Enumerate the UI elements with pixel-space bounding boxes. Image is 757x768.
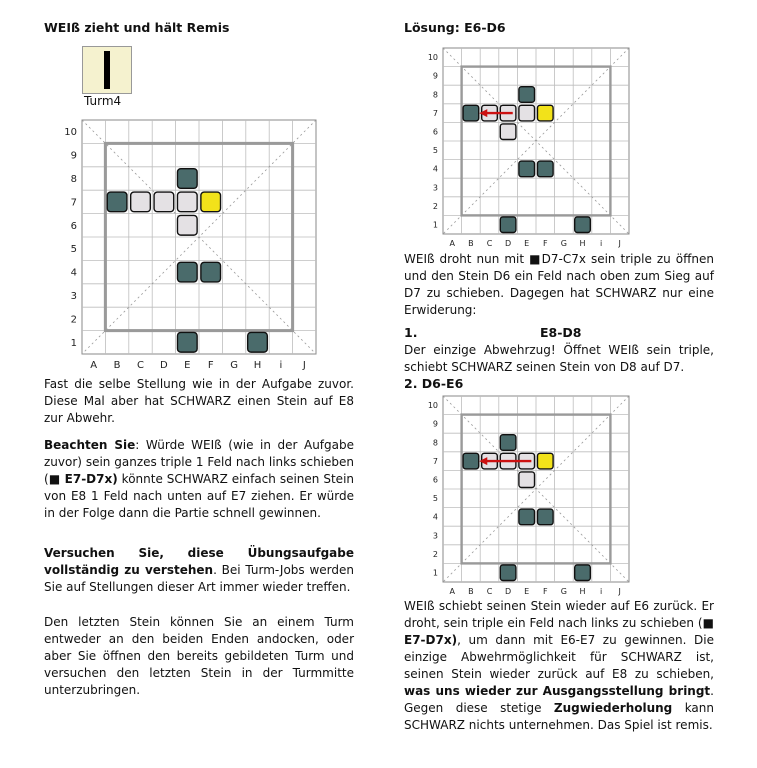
column-label: G [230, 360, 238, 370]
stone-dark-H1 [575, 217, 591, 233]
row-label: 1 [432, 220, 438, 230]
stone-dark-E4 [519, 161, 535, 177]
stone-dark-B7 [463, 105, 479, 121]
board-start [60, 118, 322, 370]
column-label: i [279, 360, 283, 370]
piece-caption: Turm4 [84, 94, 122, 108]
column-label: i [599, 587, 603, 596]
board-loesung [421, 46, 633, 250]
column-label: A [90, 360, 98, 370]
column-label: D [505, 587, 512, 596]
row-label: 1 [70, 337, 77, 349]
column-label: J [302, 360, 306, 370]
row-label: 9 [70, 150, 77, 162]
column-label: D [505, 239, 512, 248]
left-para3-bold: Versuchen Sie, diese Übungsaufgabe vollständig zu verstehen [44, 546, 354, 577]
right-para3-text3: . Gegen diese stetige [404, 684, 714, 715]
stone-yellow-F7 [537, 105, 553, 121]
stone-light-E6 [519, 472, 535, 488]
row-label: 2 [70, 314, 77, 326]
column-label: i [599, 239, 603, 248]
move2: 2. D6-E6 [404, 376, 464, 391]
stone-dark-F4 [537, 161, 553, 177]
row-label: 9 [432, 71, 438, 81]
stone-dark-H1 [248, 332, 268, 352]
row-label: 8 [432, 90, 438, 100]
stone-light-E6 [177, 215, 197, 235]
right-para1: WEIß droht nun mit ■D7-C7x sein triple zu öffnen und den Stein D6 ein Feld nach oben zum Sieg auf D7 zu schieben. Dagegen hat SCHWARZ nur eine Erwiderung: [404, 252, 714, 317]
stone-dark-E8 [519, 87, 535, 103]
column-label: C [137, 360, 144, 370]
move1-number: 1. [404, 325, 418, 340]
stone-light-C7 [131, 192, 151, 212]
column-label: C [486, 239, 493, 248]
row-label: 7 [432, 456, 438, 466]
row-label: 6 [432, 475, 438, 485]
left-para2-text: : Würde WEIß (wie in der Aufgabe zuvor) sein ganzes triple 1 Feld nach links schieben ( [44, 438, 354, 486]
tower-icon [104, 51, 110, 89]
row-label: 10 [427, 53, 438, 63]
stone-dark-D1 [500, 565, 516, 581]
right-para3-text2: , um dann mit E6-E7 zu gewinnen. Die einzige Abwehrmöglichkeit für SCHWARZ ist, seinen Stein wieder zurück auf E8 zu schieben, [404, 633, 714, 681]
column-label: D [160, 360, 168, 370]
column-label: H [579, 587, 586, 596]
left-para2-bold: Beachten Sie [44, 438, 136, 452]
stone-dark-D8 [500, 435, 516, 451]
left-para1: Fast die selbe Stellung wie in der Aufgabe zuvor. Diese Mal aber hat SCHWARZ einen Stein auf E8 zur Abwehr. [44, 377, 354, 425]
stone-dark-F4 [201, 262, 221, 282]
right-para3-text4: kann SCHWARZ nichts unternehmen. Das Spiel ist remis. [404, 701, 714, 732]
stone-dark-H1 [575, 565, 591, 581]
board-zug2 [421, 394, 633, 598]
column-label: A [449, 239, 456, 248]
left-para2-text2: könnte SCHWARZ einfach seinen Stein von E8 1 Feld nach unten auf E7 ziehen. Er würde in der Folge dann die Partie schnell gewinnen. [44, 472, 355, 520]
stone-light-D6 [500, 124, 516, 140]
row-label: 2 [432, 549, 438, 559]
row-label: 7 [432, 108, 438, 118]
column-label: C [486, 587, 493, 596]
left-title: WEIß zieht und hält Remis [44, 20, 230, 35]
row-label: 10 [427, 401, 438, 411]
stone-light-E7 [177, 192, 197, 212]
left-para3-text: . Bei Turm-Jobs werden Sie auf Stellungen dieser Art immer wieder treffen. [44, 563, 354, 594]
column-label: G [560, 239, 568, 248]
right-para3 [404, 598, 714, 734]
stone-light-D7 [154, 192, 174, 212]
stone-dark-E8 [177, 169, 197, 189]
column-label: F [207, 360, 214, 370]
row-label: 8 [432, 438, 438, 448]
column-label: B [468, 587, 474, 596]
column-label: H [579, 239, 586, 248]
move1: E8-D8 [540, 325, 582, 340]
row-label: 3 [432, 531, 438, 541]
column-label: F [542, 239, 548, 248]
stone-dark-E1 [177, 332, 197, 352]
column-label: E [524, 587, 530, 596]
stone-dark-E4 [177, 262, 197, 282]
column-label: G [560, 587, 568, 596]
row-label: 9 [432, 419, 438, 429]
stone-dark-B7 [107, 192, 127, 212]
left-para2 [44, 437, 354, 522]
row-label: 4 [70, 267, 77, 279]
row-label: 1 [432, 568, 438, 578]
stone-dark-D1 [500, 217, 516, 233]
row-label: 3 [432, 183, 438, 193]
column-label: H [253, 360, 262, 370]
left-para2-move: ■ E7-D7x) [48, 472, 118, 486]
stone-dark-E4 [519, 509, 535, 525]
column-label: J [618, 587, 621, 596]
row-label: 4 [432, 164, 438, 174]
row-label: 2 [432, 201, 438, 211]
stone-dark-B7 [463, 453, 479, 469]
column-label: J [618, 239, 621, 248]
row-label: 3 [70, 291, 77, 302]
tower-piece-image [82, 46, 132, 94]
right-para3-move: ■ E7-D7x) [404, 616, 714, 647]
column-label: A [449, 587, 456, 596]
right-para3-bold: was uns wieder zur Ausgangsstellung bringt [404, 684, 711, 698]
column-label: E [184, 360, 191, 370]
row-label: 8 [70, 174, 77, 185]
stone-yellow-F7 [537, 453, 553, 469]
row-label: 7 [70, 197, 77, 209]
column-label: E [524, 239, 530, 248]
row-label: 6 [432, 127, 438, 137]
right-para3-bold2: Zugwiederholung [553, 701, 673, 715]
row-label: 5 [432, 146, 438, 156]
row-label: 6 [70, 220, 77, 232]
stone-dark-F4 [537, 509, 553, 525]
left-para4: Den letzten Stein können Sie an einem Turm entweder an den beiden Enden andocken, oder aber Sie öffnen den bereits gebildeten Turm und versuchen den letzten Stein in der Turmmitte unterzubringen. [44, 615, 354, 697]
row-label: 5 [432, 494, 438, 504]
stone-yellow-F7 [201, 192, 221, 212]
stone-light-E7 [519, 105, 535, 121]
row-label: 4 [432, 512, 438, 522]
row-label: 10 [64, 127, 77, 139]
column-label: B [113, 360, 121, 370]
right-para2: Der einzige Abwehrzug! Öffnet WEIß sein triple, schiebt SCHWARZ seinen Stein von D8 auf D7. [404, 343, 714, 374]
left-para3 [44, 545, 354, 596]
right-para3-text: WEIß schiebt seinen Stein wieder auf E6 zurück. Er droht, sein triple ein Feld nach links zu schieben ( [404, 599, 714, 630]
right-title: Lösung: E6-D6 [404, 20, 506, 35]
column-label: F [542, 587, 548, 596]
column-label: B [468, 239, 474, 248]
row-label: 5 [70, 244, 77, 256]
